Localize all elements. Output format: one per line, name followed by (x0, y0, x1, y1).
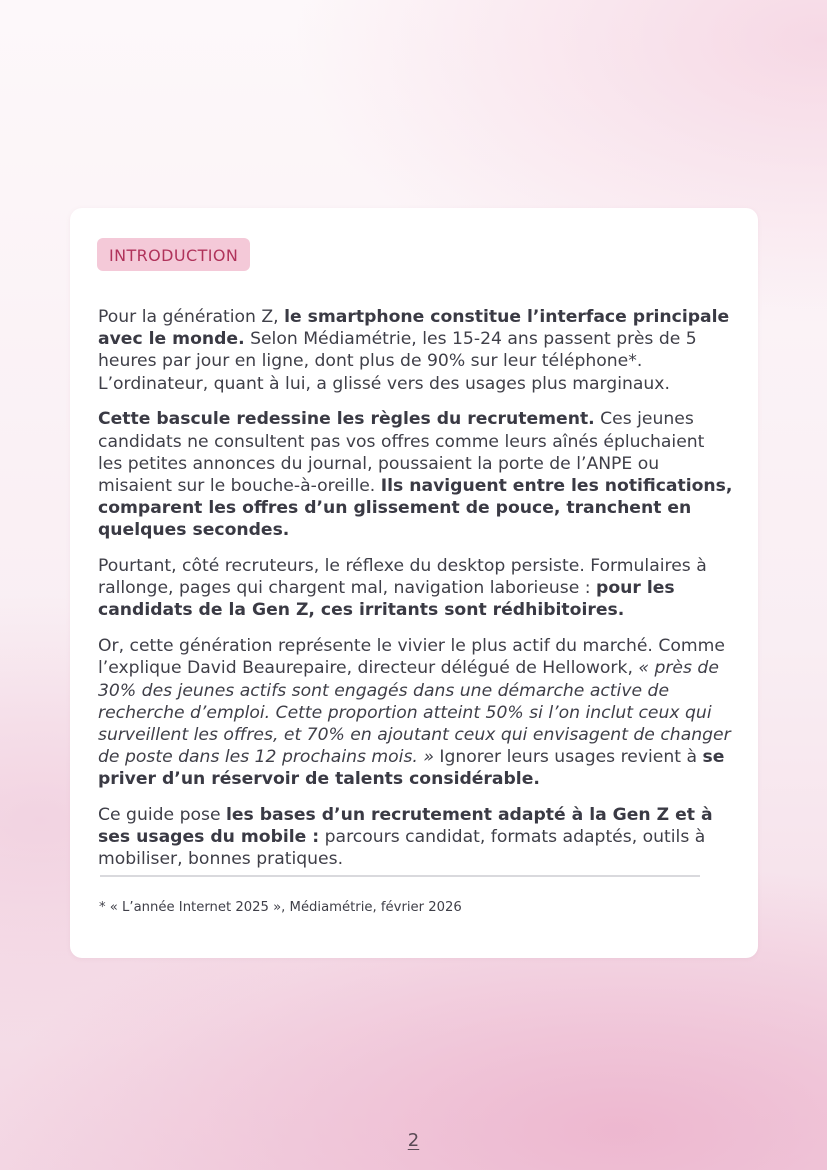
paragraph-3: Pourtant, côté recruteurs, le réflexe du desktop persiste. Formulaires à rallonge, pages qui chargent mal, navigation laborieuse : pour les candidats de la Gen Z, ces irritants sont rédhibitoires. (98, 556, 707, 621)
emphasis-text: les bases d’un recrutement adapté à la Gen Z et à ses usages du mobile : (98, 805, 713, 848)
paragraph-5: Ce guide pose les bases d’un recrutement adapté à la Gen Z et à ses usages du mobile : parcours candidat, formats adaptés, outils à mobiliser, bonnes pratiques. (98, 805, 713, 870)
emphasis-text: Ils naviguent entre les notifications, comparent les offres d’un glissement de pouce, tranchent en quelques secondes. (98, 475, 733, 541)
emphasis-text: se priver d’un réservoir de talents considérable. (98, 747, 725, 790)
emphasis-text: Cette bascule redessine les règles du recrutement. (98, 409, 595, 430)
page-number: 2 (407, 1130, 420, 1151)
body-text (98, 306, 734, 884)
content-card (70, 208, 758, 958)
paragraph-1: Pour la génération Z, le smartphone constitue l’interface principale avec le monde. Selon Médiamétrie, les 15-24 ans passent près de 5 heures par jour en ligne, dont plus de 90% sur leur téléphone*. L’ordinateur, quant à lui, a glissé vers des usages plus marginaux. (98, 307, 730, 394)
emphasis-text: pour les candidats de la Gen Z, ces irritants sont rédhibitoires. (98, 578, 675, 621)
quote-text: « près de 30% des jeunes actifs sont engagés dans une démarche active de recherche d’emploi. Cette proportion atteint 50% si l’on inclut ceux qui surveillent les offres, et 70% en ajoutant ceux qui envisagent de changer de poste dans les 12 prochains mois. » (98, 658, 731, 768)
footnote-divider (100, 875, 700, 877)
footnote: * « L’année Internet 2025 », Médiamétrie, février 2026 (99, 900, 462, 915)
emphasis-text: le smartphone constitue l’interface principale avec le monde. (98, 307, 730, 350)
section-tag: INTRODUCTION (97, 238, 250, 271)
paragraph-4: Or, cette génération représente le vivier le plus actif du marché. Comme l’explique David Beaurepaire, directeur délégué de Hellowork, « près de 30% des jeunes actifs sont engagés dans une démarche active de recherche d’emploi. Cette proportion atteint 50% si l’on inclut ceux qui surveillent les offres, et 70% en ajoutant ceux qui envisagent de changer de poste dans les 12 prochains mois. » Ignorer leurs usages revient à se priver d’un réservoir de talents considérable. (98, 636, 731, 790)
paragraph-2: Cette bascule redessine les règles du recrutement. Ces jeunes candidats ne consultent pas vos offres comme leurs aînés épluchaient les petites annonces du journal, poussaient la porte de l’ANPE ou misaient sur le bouche-à-oreille. Ils naviguent entre les notifications, comparent les offres d’un glissement de pouce, tranchent en quelques secondes. (98, 409, 733, 541)
